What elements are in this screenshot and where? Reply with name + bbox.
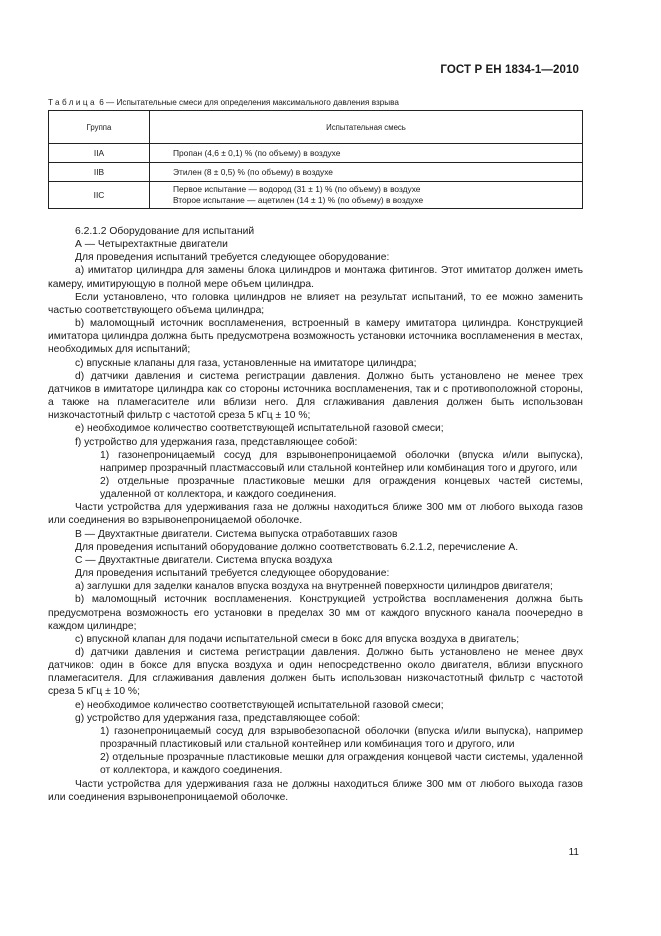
sublist-item: 2) отдельные прозрачные пластиковые мешки для ограждения концевых частей системы, удаленной от коллектора, и каждого соединения. [100,475,583,501]
list-item: b) маломощный источник воспламенения. Конструкцией устройства воспламенения должна быть предусмотрена возможность его установки в пределах 30 мм от каждого впускного канала поочередно в каждом цилиндре; [48,594,583,632]
column-header-mix: Испытательная смесь [150,111,583,144]
paragraph: Для проведения испытаний оборудование должно соответствовать 6.2.1.2, перечисление А. [75,541,519,553]
list-item: e) необходимое количество соответствующей испытательной газовой смеси; [75,423,444,435]
sublist-item: 1) газонепроницаемый сосуд для взрывобезопасной оболочки (впуска и/или выпуска), например прозрачный пластиковый или стальной контейнер или комбинация того и другого, или [100,725,583,751]
section-heading: 6.2.1.2 Оборудование для испытаний [75,226,255,237]
subsection-heading: В — Двухтактные двигатели. Система выпуска отработавших газов [75,528,398,540]
table-header-row [49,111,583,144]
list-item: c) впускной клапан для подачи испытательной смеси в бокс для впуска воздуха в двигатель; [75,633,520,645]
list-item: e) необходимое количество соответствующей испытательной газовой смеси; [75,699,444,711]
list-item: g) устройство для удержания газа, представляющее собой: [75,712,361,724]
table-row [49,182,583,209]
sublist [48,725,583,778]
cell-mix [150,144,583,163]
cell-group: IIB [49,163,150,182]
sublist [48,449,583,502]
cell-group: IIA [49,144,150,163]
cell-mix-line: Этилен (8 ± 0,5) % (по объему) в воздухе [173,166,333,177]
list-item: a) имитатор цилиндра для замены блока цилиндров и монтажа фитингов. Этот имитатор должен иметь камеру, имитирующую в полной мере объем цилиндра. [48,265,583,290]
list-item: d) датчики давления и система регистрации давления. Должно быть установлено не менее трех датчиков в имитаторе цилиндра как со стороны источника воспламенения, так и с противоположной стороны, а также на пламегасителе или вблизи него. Для сглаживания давления должен быть использован низкочастотный фильтр с частотой среза 5 кГц ± 10 %; [48,370,583,422]
test-mixtures-table [48,110,583,209]
cell-mix [150,182,583,209]
paragraph: Части устройства для удерживания газа не должны находиться ближе 300 мм от любого выхода газов или соединения взрывонепроницаемой оболочке. [48,778,583,803]
list-item: d) датчики давления и система регистрации давления. Должно быть установлено не менее двух датчиков: один в боксе для впуска воздуха и один непосредственно около двигателя, вблизи впускного пламегасителя. Для сглаживания давления должен быть использован низкочастотный фильтр с частотой среза 5 кГц ± 10 %; [48,647,583,698]
document-code: ГОСТ Р ЕН 1834-1—2010 [440,64,579,76]
list-item: f) устройство для удержания газа, представляющее собой: [75,436,358,448]
subsection-heading: С — Двухтактные двигатели. Система впуска воздуха [75,554,333,566]
document-body [48,225,583,804]
column-header-group: Группа [49,111,150,144]
table-row [49,163,583,182]
cell-mix-line: Второе испытание — ацетилен (14 ± 1) % (по объему) в воздухе [173,195,424,205]
table-caption-text: 6 — Испытательные смеси для определения максимального давления взрыва [99,98,399,107]
table-row [49,144,583,163]
list-item: a) заглушки для заделки каналов впуска воздуха на внутренней поверхности цилиндров двигателя; [75,581,553,593]
page-number: 11 [568,847,579,858]
paragraph: Части устройства для удерживания газа не должны находиться ближе 300 мм от любого выхода газов или соединения во взрывонепроницаемой оболочке. [48,502,583,527]
subsection-heading: А — Четырехтактные двигатели [75,239,228,251]
cell-mix [150,163,583,182]
cell-mix-line: Первое испытание — водород (31 ± 1) % (по объему) в воздухе [173,184,421,194]
paragraph: Для проведения испытаний требуется следующее оборудование: [75,568,390,580]
paragraph: Для проведения испытаний требуется следующее оборудование: [75,252,390,264]
paragraph: Если установлено, что головка цилиндров не влияет на результат испытаний, то ее можно заменить частью соответствующего объема цилиндра; [48,291,583,316]
sublist-item: 1) газонепроницаемый сосуд для взрывонепроницаемой оболочки (впуска и/или выпуска), например прозрачный пластмассовый или стальной контейнер или комбинация того и другого, или [100,449,583,474]
list-item: b) маломощный источник воспламенения, встроенный в камеру имитатора цилиндра. Конструкцией имитатора цилиндра должна быть предусмотрена возможность установки источника воспламенения в местах, необходимых для испытаний; [48,318,583,356]
cell-group: IIC [49,182,150,209]
table-caption-word: Таблица [48,98,97,107]
list-item: c) впускные клапаны для газа, установленные на имитаторе цилиндра; [75,357,417,369]
table-caption [48,98,399,107]
cell-mix-line: Пропан (4,6 ± 0,1) % (по объему) в воздухе [173,147,341,158]
sublist-item: 2) отдельные прозрачные пластиковые мешки для ограждения концевой части системы, удаленной от коллектора, и каждого соединения. [100,752,583,777]
